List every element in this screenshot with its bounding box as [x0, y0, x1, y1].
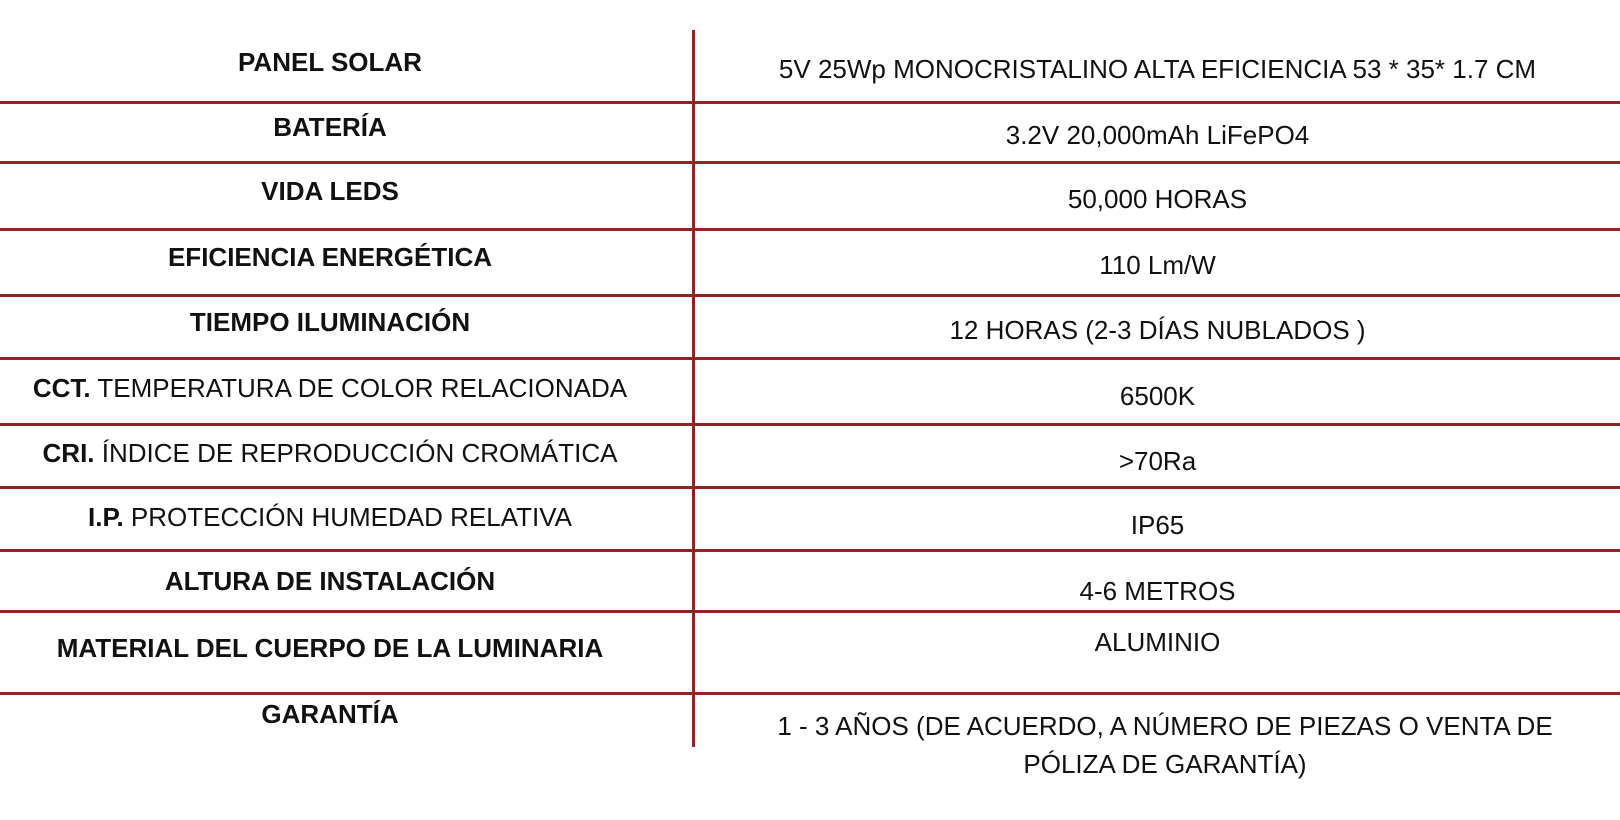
row-divider: [0, 549, 1620, 552]
label-bold: BATERÍA: [273, 112, 387, 142]
label-bold: TIEMPO ILUMINACIÓN: [189, 307, 471, 337]
table-row-label: [0, 243, 660, 272]
table-row-value: 4-6 METROS: [1079, 576, 1236, 606]
table-row-value: 50,000 HORAS: [1067, 184, 1248, 214]
table-row-label: [0, 567, 660, 596]
label-rest: PROTECCIÓN HUMEDAD RELATIVA: [123, 502, 572, 532]
label-bold: EFICIENCIA ENERGÉTICA: [167, 242, 493, 272]
label-bold: VIDA LEDS: [261, 176, 399, 206]
table-row-value: >70Ra: [1118, 446, 1197, 476]
row-divider: [0, 423, 1620, 426]
label-bold: MATERIAL DEL CUERPO DE LA LUMINARIA: [56, 633, 604, 663]
label-bold: CRI.: [42, 438, 95, 468]
table-row-label: [0, 634, 660, 663]
table-row-label: [0, 308, 660, 337]
row-divider: [0, 161, 1620, 164]
table-row-label: [0, 439, 660, 468]
table-row-label: [0, 503, 660, 532]
table-row-value: IP65: [1130, 510, 1185, 540]
table-row-value: ALUMINIO: [1094, 627, 1221, 657]
row-divider: [0, 486, 1620, 489]
table-row-label: [0, 177, 660, 206]
row-divider: [0, 692, 1620, 695]
table-row-value: 1 - 3 AÑOS (DE ACUERDO, A NÚMERO DE PIEZAS O VENTA DE PÓLIZA DE GARANTÍA): [777, 711, 1553, 779]
label-bold: PANEL SOLAR: [238, 47, 422, 77]
label-bold: GARANTÍA: [261, 699, 399, 729]
table-row-label: [0, 374, 660, 403]
label-rest: ÍNDICE DE REPRODUCCIÓN CROMÁTICA: [94, 438, 618, 468]
row-divider: [0, 610, 1620, 613]
row-divider: [0, 101, 1620, 104]
table-row-value: 12 HORAS (2-3 DÍAS NUBLADOS ): [949, 315, 1366, 345]
table-row-value: 3.2V 20,000mAh LiFePO4: [1005, 120, 1310, 150]
table-row-label: [0, 700, 660, 729]
table-row-value: 110 Lm/W: [1099, 250, 1216, 280]
table-row-value: 5V 25Wp MONOCRISTALINO ALTA EFICIENCIA 53 * 35* 1.7 CM: [778, 54, 1537, 84]
label-rest: TEMPERATURA DE COLOR RELACIONADA: [90, 373, 628, 403]
label-bold: ALTURA DE INSTALACIÓN: [164, 566, 496, 596]
column-divider: [692, 30, 695, 747]
table-row-label: [0, 48, 660, 77]
row-divider: [0, 357, 1620, 360]
row-divider: [0, 294, 1620, 297]
label-bold: I.P.: [88, 502, 124, 532]
label-bold: CCT.: [32, 373, 91, 403]
row-divider: [0, 228, 1620, 231]
table-row-label: [0, 113, 660, 142]
table-row-value: 6500K: [1119, 381, 1196, 411]
